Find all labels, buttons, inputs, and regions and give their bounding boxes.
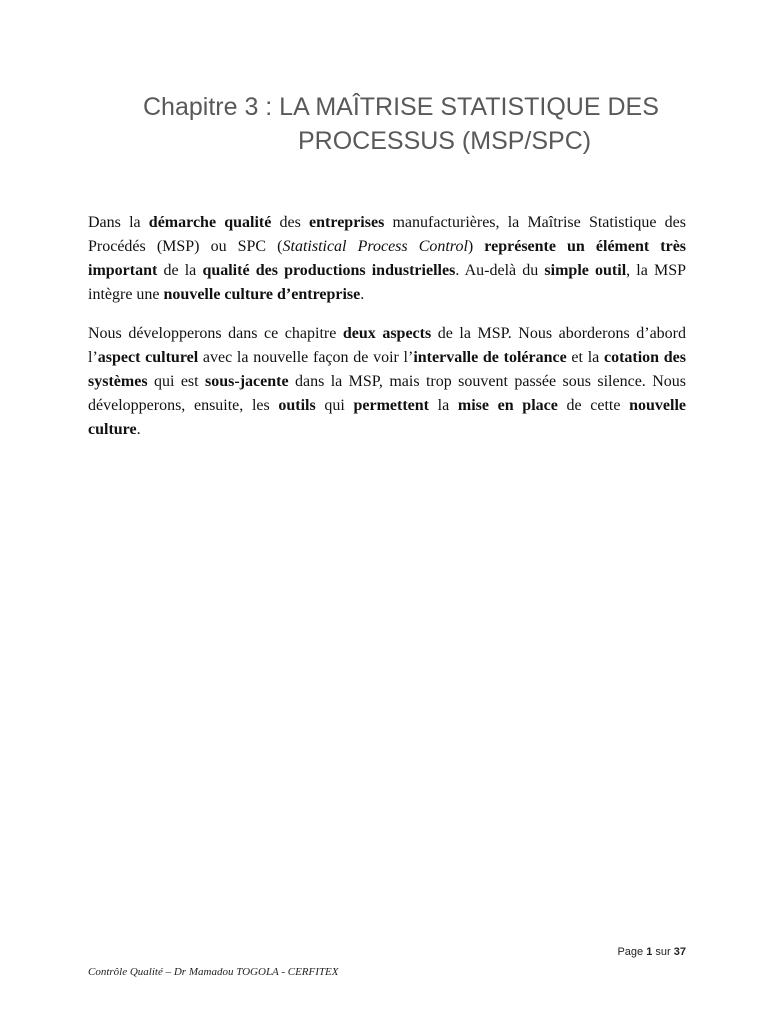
text-run: qui est	[147, 373, 206, 390]
bold-term: démarche qualité	[148, 214, 272, 231]
bold-term: outils	[278, 397, 316, 414]
bold-term: aspect culturel	[97, 349, 199, 366]
chapter-title-line-1: Chapitre 3 : LA MAÎTRISE STATISTIQUE DES	[143, 93, 659, 121]
bold-term: mise en place	[457, 397, 558, 414]
text-run: .	[360, 286, 365, 303]
page-total: 37	[673, 946, 686, 958]
text-run: . Au-delà du	[455, 262, 545, 279]
page-footer: Contrôle Qualité – Dr Mamadou TOGOLA - CERFITEX	[88, 966, 339, 978]
page-prefix: Page	[617, 946, 647, 958]
text-run: dans la MSP, mais trop souvent passée sous silence. Nous développerons, ensuite, les	[88, 373, 687, 414]
text-run: Nous développerons dans ce chapitre	[88, 325, 343, 342]
bold-term: nouvelle culture d’entreprise	[163, 286, 361, 303]
bold-term: entreprises	[309, 214, 385, 231]
bold-term: nouvelle culture	[88, 397, 687, 438]
bold-term: cotation des systèmes	[88, 349, 687, 390]
bold-term: simple outil	[544, 262, 627, 279]
bold-term: sous-jacente	[205, 373, 289, 390]
bold-term: deux aspects	[342, 325, 432, 342]
text-run: la	[429, 397, 458, 414]
text-run: qui	[315, 397, 354, 414]
bold-term: représente un élément très important	[88, 238, 687, 279]
page-separator: sur	[652, 946, 674, 958]
page-current: 1	[646, 946, 653, 958]
text-run: manufacturières, la Maîtrise Statistique des Procédés (MSP) ou SPC (	[88, 214, 687, 255]
chapter-title-line-2: PROCESSUS (MSP/SPC)	[298, 127, 592, 155]
text-run: de la	[157, 262, 203, 279]
text-run: Dans la	[88, 214, 149, 231]
chapter-outline-paragraph	[88, 322, 686, 442]
bold-term: permettent	[353, 397, 429, 414]
text-run: )	[467, 238, 485, 255]
text-run: , la MSP intègre une	[88, 262, 687, 303]
text-run: de la MSP. Nous aborderons d’abord l’	[88, 325, 687, 366]
text-run: avec la nouvelle façon de voir l’	[198, 349, 414, 366]
page-number	[617, 946, 686, 958]
text-run: et la	[566, 349, 604, 366]
bold-term: qualité des productions industrielles	[202, 262, 456, 279]
bold-term: intervalle de tolérance	[413, 349, 567, 366]
text-run: de cette	[557, 397, 630, 414]
italic-term: Statistical Process Control	[282, 238, 468, 255]
text-run: .	[136, 421, 141, 438]
intro-paragraph	[88, 211, 686, 307]
text-run: des	[271, 214, 310, 231]
